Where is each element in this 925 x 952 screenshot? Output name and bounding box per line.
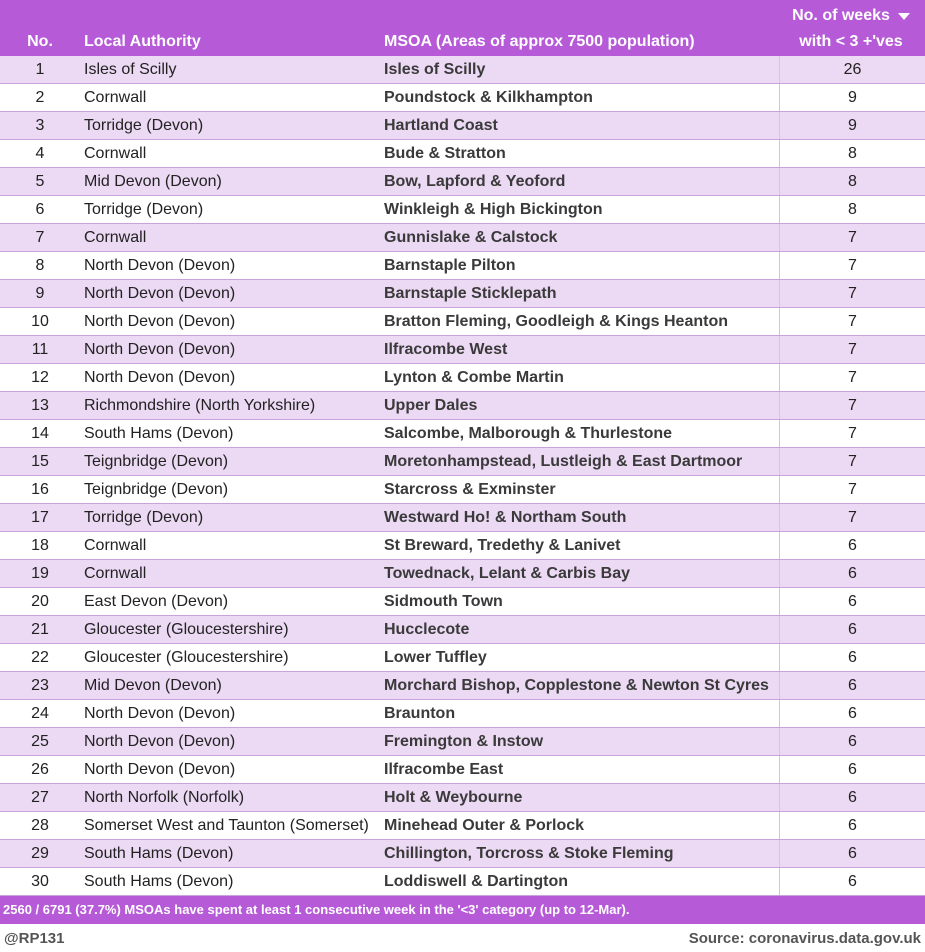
table-row [0,252,925,280]
table-row [0,616,925,644]
cell-no: 27 [31,789,49,806]
cell-msoa: Hucclecote [380,616,780,643]
cell-local-authority: Gloucester (Gloucestershire) [84,621,289,638]
cell-local-authority: North Devon (Devon) [84,761,236,778]
sort-descending-icon[interactable] [898,13,910,20]
cell-no: 26 [31,761,49,778]
cell-msoa: Towednack, Lelant & Carbis Bay [380,560,780,587]
cell-local-authority: South Hams (Devon) [84,425,234,442]
cell-msoa: Hartland Coast [380,112,780,139]
cell-msoa: Loddiswell & Dartington [380,868,780,895]
header-no: No. [27,33,53,50]
cell-msoa: Barnstaple Pilton [380,252,780,279]
cell-weeks: 6 [848,537,857,554]
table-row [0,728,925,756]
table-row [0,868,925,896]
cell-weeks: 6 [848,649,857,666]
table-row [0,644,925,672]
cell-msoa: Westward Ho! & Northam South [380,504,780,531]
cell-msoa: Lower Tuffley [380,644,780,671]
cell-msoa: Holt & Weybourne [380,784,780,811]
header-local-authority: Local Authority [84,33,201,50]
cell-no: 25 [31,733,49,750]
cell-msoa: Isles of Scilly [380,56,780,83]
table-row [0,504,925,532]
cell-no: 23 [31,677,49,694]
cell-local-authority: East Devon (Devon) [84,593,229,610]
cell-no: 15 [31,453,49,470]
header-weeks-line1: No. of weeks [792,7,890,24]
cell-local-authority: Gloucester (Gloucestershire) [84,649,289,666]
cell-local-authority: North Norfolk (Norfolk) [84,789,245,806]
table-row [0,700,925,728]
table-row [0,336,925,364]
table-row [0,672,925,700]
cell-no: 12 [31,369,49,386]
table-row [0,168,925,196]
table-row [0,476,925,504]
cell-no: 5 [35,173,45,190]
cell-local-authority: Torridge (Devon) [84,509,204,526]
cell-msoa: Moretonhampstead, Lustleigh & East Dartmoor [380,448,780,475]
cell-local-authority: North Devon (Devon) [84,257,236,274]
cell-no: 30 [31,873,49,890]
cell-no: 14 [31,425,49,442]
cell-local-authority: South Hams (Devon) [84,873,234,890]
cell-local-authority: Teignbridge (Devon) [84,481,229,498]
cell-local-authority: North Devon (Devon) [84,285,236,302]
cell-weeks: 6 [848,593,857,610]
cell-weeks: 6 [848,817,857,834]
cell-local-authority: Torridge (Devon) [84,117,204,134]
source-credit: Source: coronavirus.data.gov.uk [688,929,921,947]
table-row [0,532,925,560]
table-row [0,112,925,140]
cell-msoa: Barnstaple Sticklepath [380,280,780,307]
table-row [0,840,925,868]
cell-weeks: 7 [848,285,857,302]
cell-weeks: 6 [848,845,857,862]
cell-weeks: 6 [848,621,857,638]
cell-no: 18 [31,537,49,554]
cell-weeks: 7 [848,453,857,470]
cell-msoa: Morchard Bishop, Copplestone & Newton St Cyres [380,672,780,699]
cell-weeks: 7 [848,509,857,526]
cell-weeks: 7 [848,369,857,386]
table-row [0,224,925,252]
cell-weeks: 6 [848,677,857,694]
table-row [0,784,925,812]
cell-weeks: 6 [848,565,857,582]
bottom-bar [0,924,925,952]
table-row [0,560,925,588]
cell-local-authority: Mid Devon (Devon) [84,173,222,190]
cell-no: 6 [35,201,45,218]
cell-msoa: Chillington, Torcross & Stoke Fleming [380,840,780,867]
table-row [0,420,925,448]
cell-no: 29 [31,845,49,862]
table-row [0,392,925,420]
cell-no: 1 [35,61,45,78]
cell-msoa: Sidmouth Town [380,588,780,615]
cell-local-authority: Teignbridge (Devon) [84,453,229,470]
cell-no: 13 [31,397,49,414]
cell-no: 28 [31,817,49,834]
cell-local-authority: South Hams (Devon) [84,845,234,862]
cell-local-authority: Somerset West and Taunton (Somerset) [84,817,369,834]
cell-weeks: 6 [848,705,857,722]
cell-msoa: Starcross & Exminster [380,476,780,503]
table-row [0,308,925,336]
cell-no: 3 [35,117,45,134]
cell-local-authority: North Devon (Devon) [84,369,236,386]
table-row [0,84,925,112]
cell-msoa: Upper Dales [380,392,780,419]
table-row [0,588,925,616]
table-row [0,448,925,476]
cell-no: 16 [31,481,49,498]
cell-local-authority: Cornwall [84,537,147,554]
cell-local-authority: Cornwall [84,145,147,162]
table-row [0,196,925,224]
author-handle: @RP131 [4,929,65,947]
cell-local-authority: North Devon (Devon) [84,341,236,358]
cell-msoa: Bude & Stratton [380,140,780,167]
cell-no: 10 [31,313,49,330]
cell-no: 7 [35,229,45,246]
cell-msoa: Minehead Outer & Porlock [380,812,780,839]
cell-msoa: Gunnislake & Calstock [380,224,780,251]
table-row [0,280,925,308]
header-weeks-line2: with < 3 +'ves [799,33,903,50]
cell-no: 2 [35,89,45,106]
cell-weeks: 6 [848,733,857,750]
cell-msoa: Braunton [380,700,780,727]
cell-weeks: 6 [848,789,857,806]
cell-msoa: Ilfracombe East [380,756,780,783]
cell-local-authority: Isles of Scilly [84,61,177,78]
cell-msoa: Salcombe, Malborough & Thurlestone [380,420,780,447]
cell-local-authority: North Devon (Devon) [84,705,236,722]
cell-weeks: 6 [848,873,857,890]
cell-local-authority: Cornwall [84,565,147,582]
table-header [0,0,925,56]
cell-local-authority: Mid Devon (Devon) [84,677,222,694]
table-row [0,756,925,784]
table-row [0,812,925,840]
table-row [0,56,925,84]
cell-no: 11 [31,341,49,358]
table-body [0,56,925,896]
cell-local-authority: Torridge (Devon) [84,201,204,218]
cell-local-authority: Richmondshire (North Yorkshire) [84,397,316,414]
cell-weeks: 9 [848,117,857,134]
cell-weeks: 26 [843,61,862,78]
cell-weeks: 7 [848,397,857,414]
cell-local-authority: Cornwall [84,89,147,106]
cell-weeks: 8 [848,173,857,190]
summary-note: 2560 / 6791 (37.7%) MSOAs have spent at least 1 consecutive week in the '<3' category (up to 12-Mar). [0,896,925,924]
cell-weeks: 7 [848,481,857,498]
cell-weeks: 7 [848,229,857,246]
cell-weeks: 7 [848,257,857,274]
cell-weeks: 8 [848,201,857,218]
table-row [0,140,925,168]
cell-msoa: Fremington & Instow [380,728,780,755]
cell-weeks: 7 [848,313,857,330]
cell-no: 24 [31,705,49,722]
cell-local-authority: Cornwall [84,229,147,246]
cell-no: 21 [31,621,49,638]
cell-weeks: 7 [848,425,857,442]
cell-no: 8 [35,257,45,274]
cell-msoa: Bratton Fleming, Goodleigh & Kings Heanton [380,308,780,335]
cell-weeks: 8 [848,145,857,162]
header-weeks[interactable] [777,0,925,56]
cell-msoa: Poundstock & Kilkhampton [380,84,780,111]
cell-weeks: 9 [848,89,857,106]
cell-msoa: Ilfracombe West [380,336,780,363]
header-msoa: MSOA (Areas of approx 7500 population) [384,33,695,50]
cell-weeks: 7 [848,341,857,358]
cell-no: 22 [31,649,49,666]
cell-msoa: Winkleigh & High Bickington [380,196,780,223]
cell-no: 17 [31,509,49,526]
cell-msoa: Bow, Lapford & Yeoford [380,168,780,195]
cell-weeks: 6 [848,761,857,778]
table-row [0,364,925,392]
cell-no: 9 [35,285,45,302]
cell-msoa: St Breward, Tredethy & Lanivet [380,532,780,559]
cell-no: 19 [31,565,49,582]
cell-local-authority: North Devon (Devon) [84,313,236,330]
cell-msoa: Lynton & Combe Martin [380,364,780,391]
cell-local-authority: North Devon (Devon) [84,733,236,750]
cell-no: 20 [31,593,49,610]
cell-no: 4 [35,145,45,162]
